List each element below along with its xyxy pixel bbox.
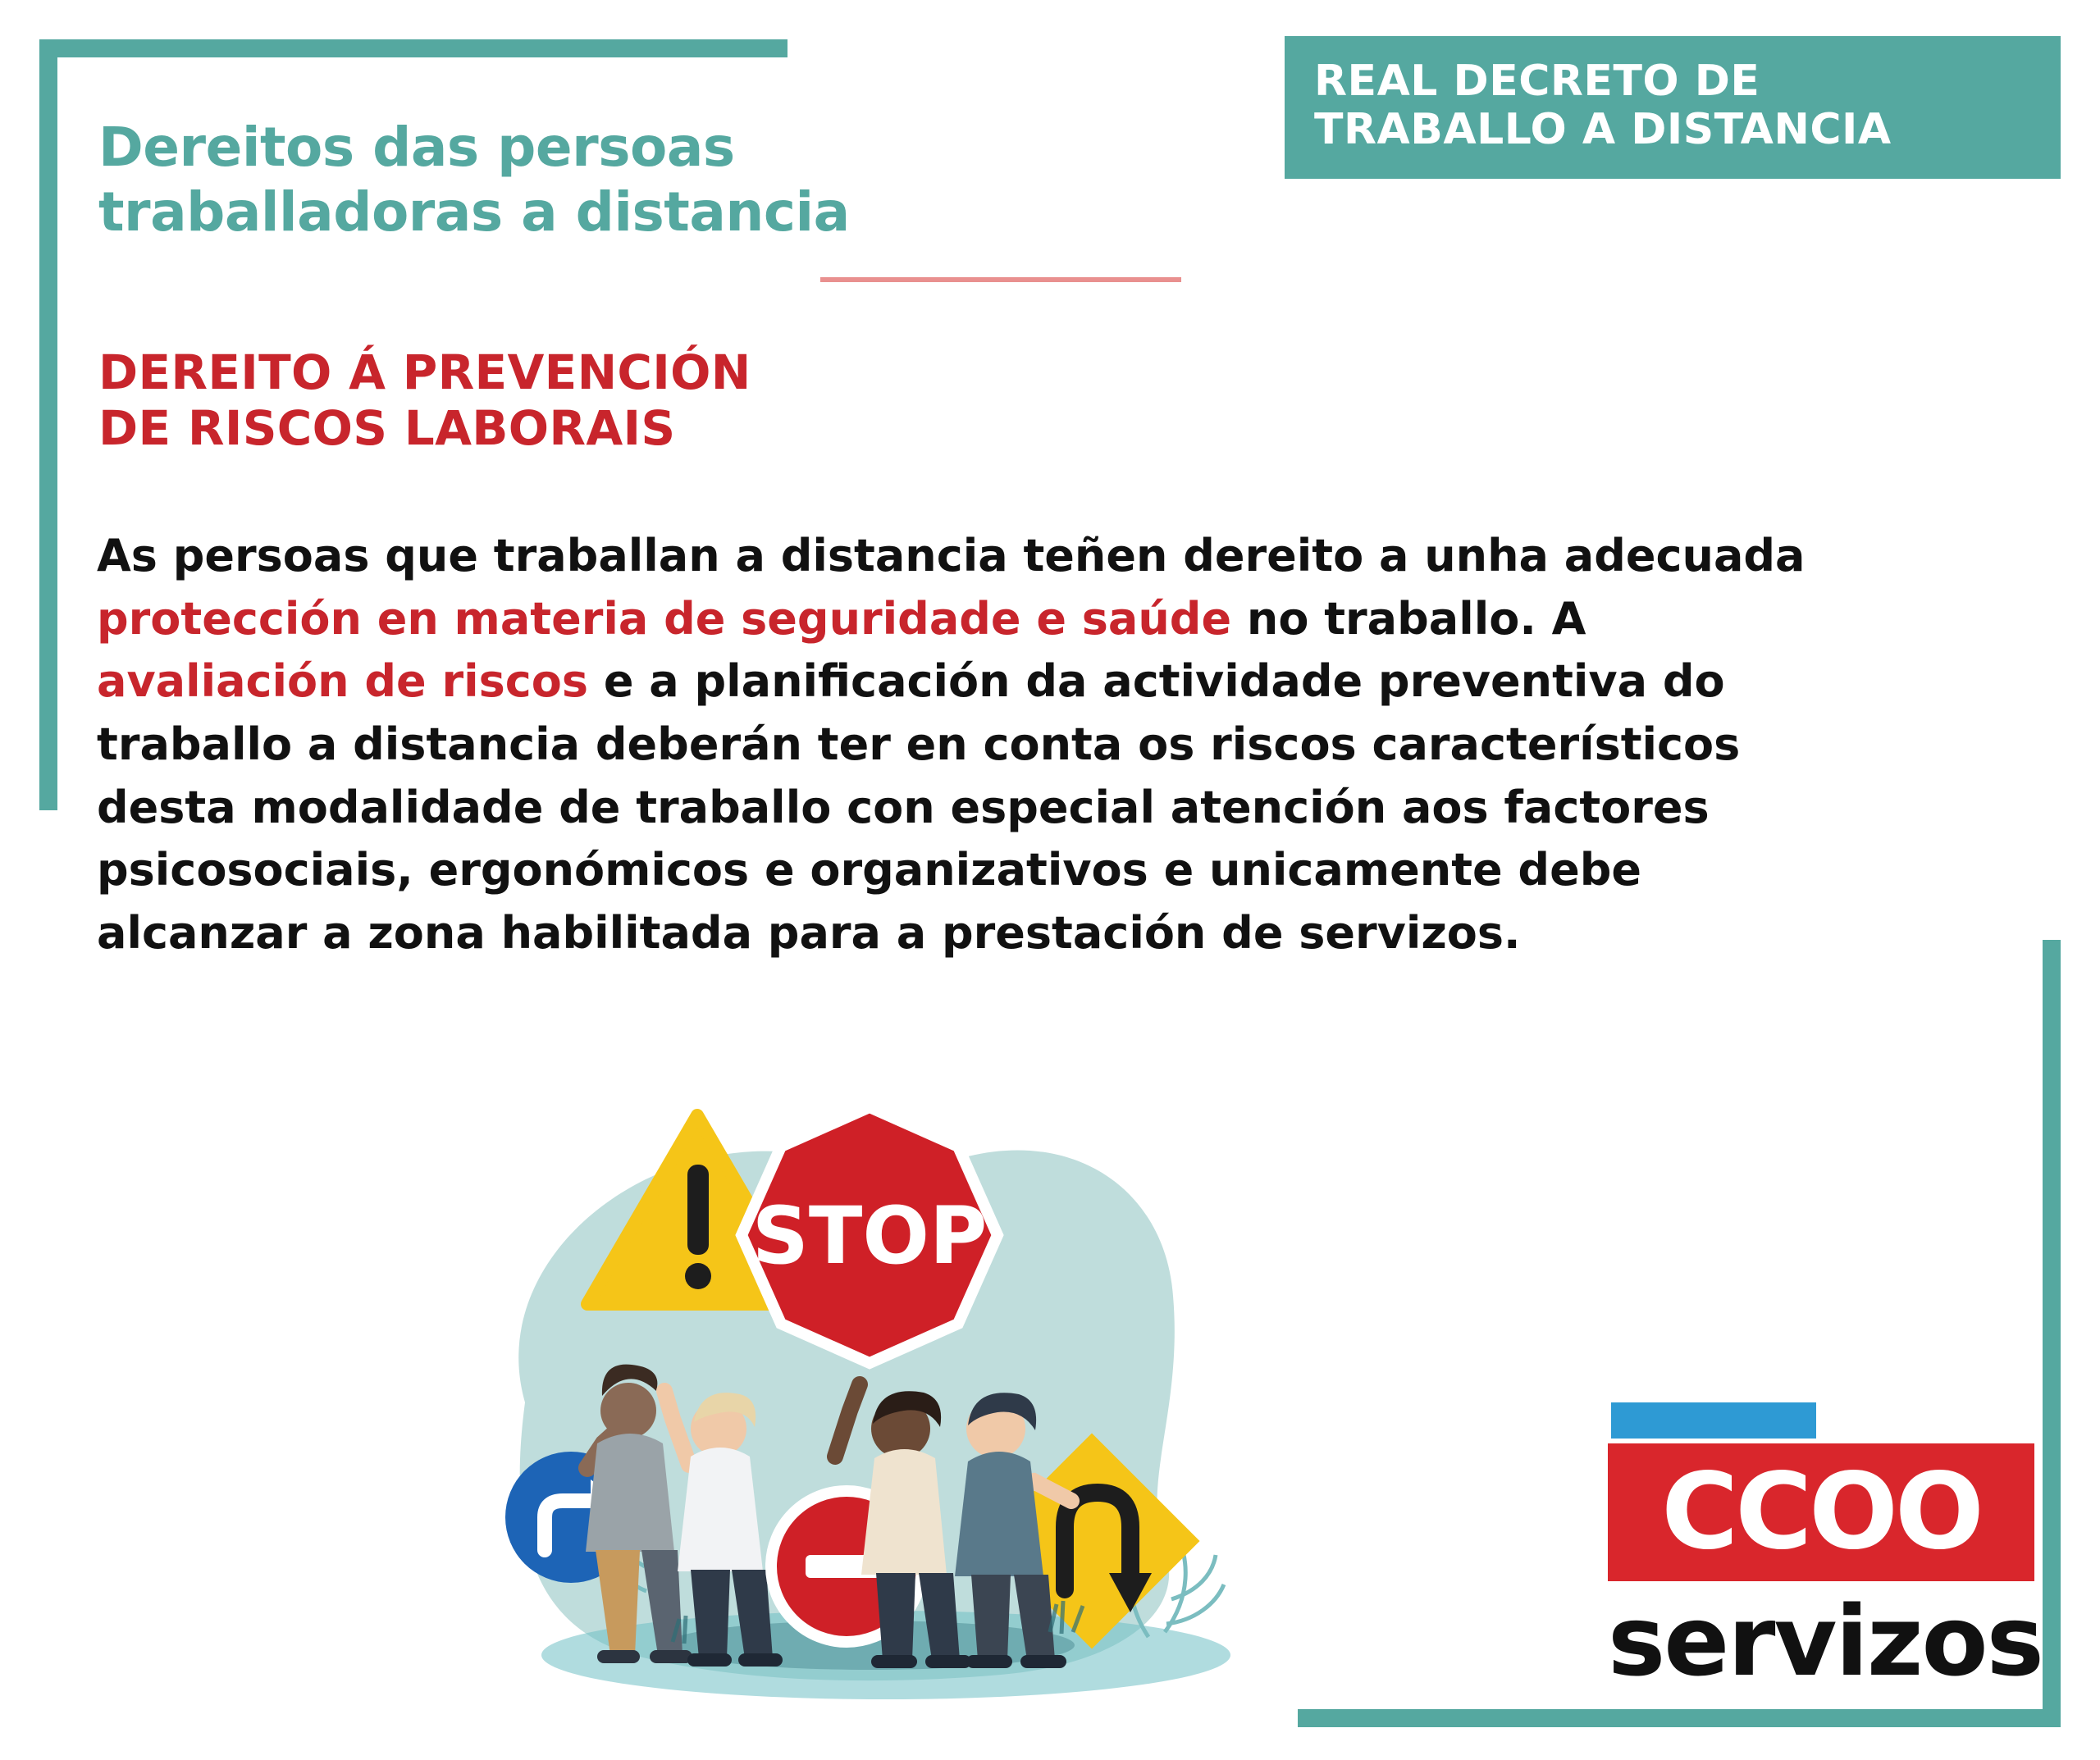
decree-badge-line2: TRABALLO A DISTANCIA <box>1314 104 1892 154</box>
body-part-1: As persoas que traballan a distancia teñen dereito a unha adecuada <box>97 530 1806 581</box>
ccoo-servizos-logo <box>1608 1402 2043 1698</box>
body-highlight-1: protección en materia de seguridade e saúde <box>97 592 1232 645</box>
body-paragraph <box>97 525 1819 965</box>
title-underline <box>820 277 1181 282</box>
svg-text:STOP: STOP <box>751 1190 988 1282</box>
logo-wordmark: servizos <box>1608 1584 2043 1698</box>
logo-letters: CCOO <box>1661 1451 1981 1573</box>
body-highlight-2: avaliación de riscos <box>97 655 589 708</box>
section-subtitle-line1: DEREITO Á PREVENCIÓN <box>98 344 751 400</box>
logo-red-block <box>1608 1443 2034 1581</box>
body-part-2: no traballo. A <box>1231 592 1586 645</box>
logo-blue-bar <box>1611 1402 1816 1439</box>
stop-sign <box>742 1107 998 1363</box>
illustration-people-with-traffic-signs <box>427 1058 1378 1722</box>
body-part-3: e a planificación da actividade preventiva do traballo a distancia deberán ter en conta os riscos característicos desta modalidade de traballo con especial atención aos factores psicosociais, ergonómicos e organizativos e unicamente debe alcanzar a zona habilitada para a prestación de servizos. <box>97 655 1741 960</box>
section-subtitle <box>98 344 1247 457</box>
decree-badge-line1: REAL DECRETO DE <box>1314 57 1760 106</box>
decree-badge <box>1285 36 2061 179</box>
logo-red-inner <box>1619 1451 2023 1573</box>
section-subtitle-line2: DE RISCOS LABORAIS <box>98 400 676 457</box>
page-title: Dereitos das persoas traballadoras a distancia <box>98 116 850 244</box>
